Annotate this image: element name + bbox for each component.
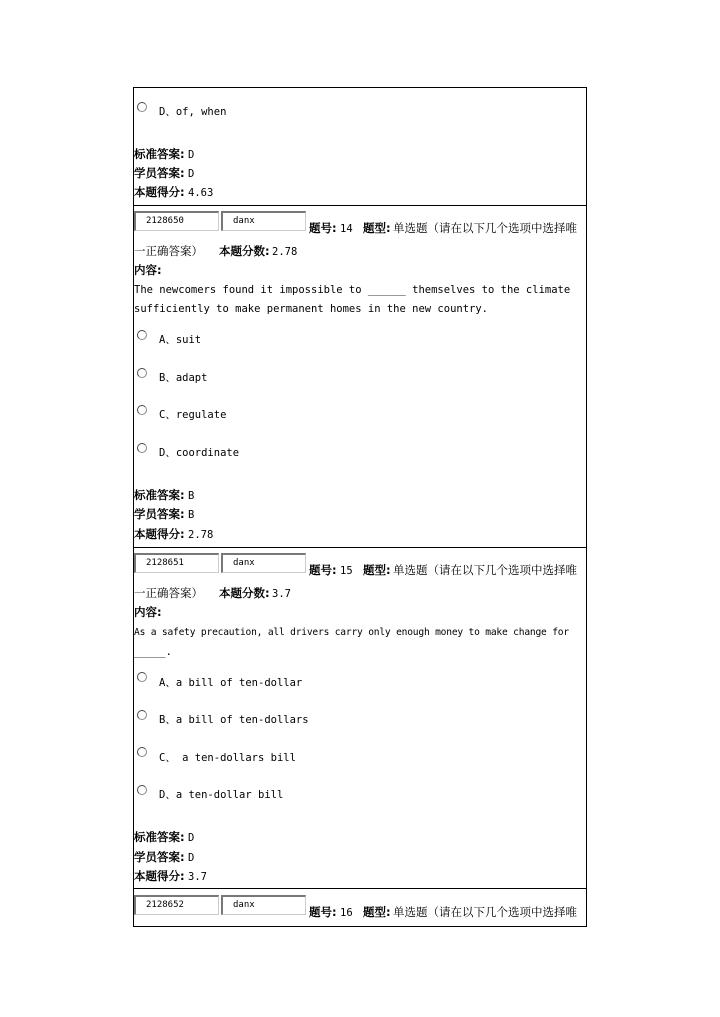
q14-id-field[interactable]: 2128650: [134, 211, 219, 231]
radio-q15-option-b[interactable]: [137, 710, 147, 720]
q14-type-text: 单选题（请在以下几个选项中选择唯: [393, 221, 577, 235]
radio-q13-option-d[interactable]: [137, 102, 147, 112]
q15-points-label: 本题分数:: [219, 586, 270, 600]
q15-points-value: 3.7: [272, 588, 291, 600]
radio-q15-option-d[interactable]: [137, 785, 147, 795]
q16-type-field[interactable]: danx: [221, 895, 306, 915]
q16-type-text: 单选题（请在以下几个选项中选择唯: [393, 905, 577, 919]
q15-num-value: 15: [340, 565, 353, 577]
q16-num-value: 16: [340, 907, 353, 919]
q15-id-field[interactable]: 2128651: [134, 553, 219, 573]
q14-type-text-cont: 一正确答案）: [134, 244, 203, 258]
row-divider: [133, 205, 587, 206]
q14-num-label: 题号:: [309, 221, 337, 235]
q14-type-field[interactable]: danx: [221, 211, 306, 231]
q15-option-a: A、a bill of ten-dollar: [159, 677, 303, 689]
row-divider: [133, 547, 587, 548]
q14-points-label: 本题分数:: [219, 244, 270, 258]
q15-type-text: 单选题（请在以下几个选项中选择唯: [393, 563, 577, 577]
q13-option-d: D、of, when: [159, 106, 227, 118]
q14-option-c: C、regulate: [159, 409, 227, 421]
radio-q15-option-c[interactable]: [137, 747, 147, 757]
q14-question-line-1: The newcomers found it impossible to ______ themselves to the climate: [134, 284, 571, 296]
q14-option-a: A、suit: [159, 334, 202, 346]
q16-id-field[interactable]: 2128652: [134, 895, 219, 915]
q15-num-label: 题号:: [309, 563, 337, 577]
q14-points-value: 2.78: [272, 246, 298, 258]
q15-type-label: 题型:: [363, 563, 391, 577]
q14-num-value: 14: [340, 223, 353, 235]
q14-content-label: 内容:: [134, 263, 162, 277]
q15-type-text-cont: 一正确答案）: [134, 586, 203, 600]
radio-q15-option-a[interactable]: [137, 672, 147, 682]
q15-option-b: B、a bill of ten-dollars: [159, 714, 309, 726]
q15-option-d: D、a ten-dollar bill: [159, 789, 284, 801]
q15-type-field[interactable]: danx: [221, 553, 306, 573]
radio-q14-option-b[interactable]: [137, 368, 147, 378]
row-divider: [133, 888, 587, 889]
q15-option-c: C、 a ten-dollars bill: [159, 752, 296, 764]
q14-option-d: D、coordinate: [159, 447, 240, 459]
q14-type-label: 题型:: [363, 221, 391, 235]
q14-option-b: B、adapt: [159, 372, 208, 384]
q15-question-line-2: _____.: [134, 646, 172, 658]
radio-q14-option-a[interactable]: [137, 330, 147, 340]
q16-num-label: 题号:: [309, 905, 337, 919]
radio-q14-option-d[interactable]: [137, 443, 147, 453]
q16-type-label: 题型:: [363, 905, 391, 919]
q15-content-label: 内容:: [134, 605, 162, 619]
q14-question-line-2: sufficiently to make permanent homes in the new country.: [134, 303, 489, 315]
radio-q14-option-c[interactable]: [137, 405, 147, 415]
q15-question-line-1: As a safety precaution, all drivers carry only enough money to make change for: [134, 627, 569, 638]
